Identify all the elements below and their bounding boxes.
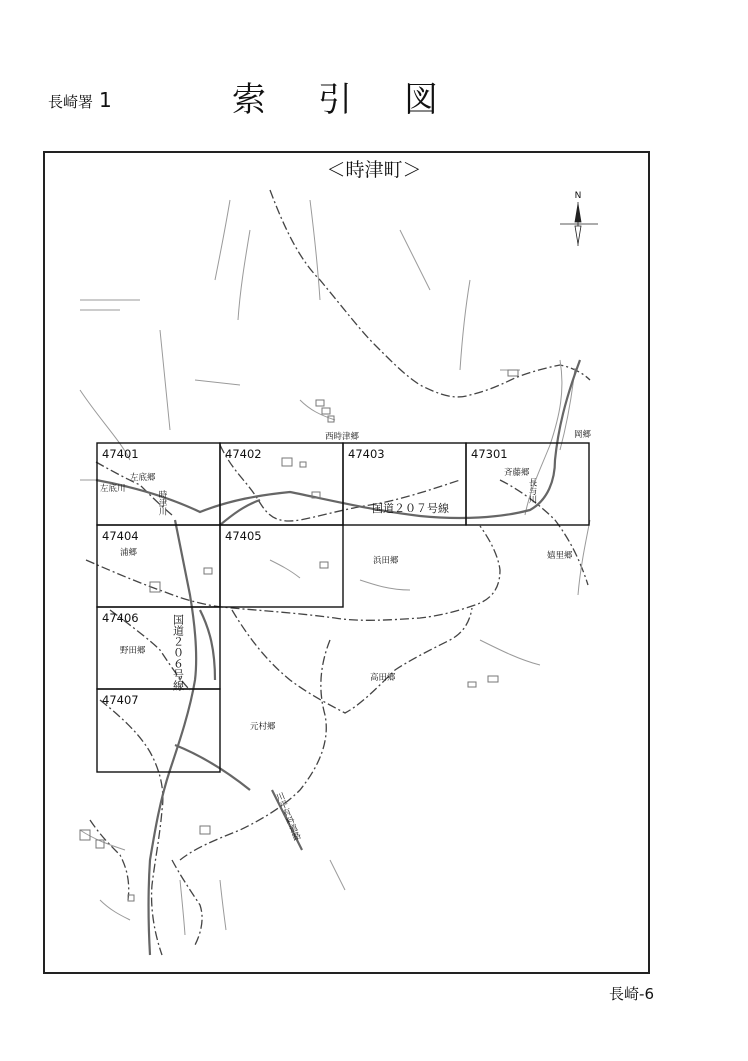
sheet-id: 47402 bbox=[225, 447, 262, 461]
sheet-id: 47406 bbox=[102, 611, 139, 625]
compass-icon bbox=[560, 202, 598, 246]
place-label-nishitoki: 西時津郷 bbox=[325, 432, 360, 442]
map-buildings bbox=[80, 370, 518, 901]
place-label-saito: 斉藤郷 bbox=[504, 468, 530, 478]
sheet-id: 47301 bbox=[471, 447, 508, 461]
place-label-ura: 浦郷 bbox=[120, 548, 138, 558]
sheet-id: 47404 bbox=[102, 529, 139, 543]
road-label-r207: 国道２０７号線 bbox=[372, 502, 449, 515]
title-char-3: 図 bbox=[404, 80, 438, 120]
title-char-1: 索 bbox=[232, 80, 266, 120]
road-label-r206: 国道２０６号線 bbox=[171, 614, 185, 691]
compass-north-label: N bbox=[574, 191, 582, 201]
sheet-id: 47401 bbox=[102, 447, 139, 461]
place-label-yasumi: 嬉里郷 bbox=[547, 551, 573, 561]
place-label-takata: 高田郷 bbox=[370, 673, 396, 683]
river-label-saikyogawa: 左底川 bbox=[100, 484, 126, 494]
place-label-oka: 岡郷 bbox=[574, 430, 592, 440]
sheet-id: 47405 bbox=[225, 529, 262, 543]
sheet-id: 47407 bbox=[102, 693, 139, 707]
map-subtitle: ＜時津町＞ bbox=[326, 159, 422, 181]
road-label-toll: 川平有料道路 bbox=[273, 791, 302, 843]
station-number: 1 bbox=[99, 88, 112, 112]
sheet-grid bbox=[97, 443, 589, 772]
river-label-tokitsugawa: 時津川 bbox=[157, 490, 167, 516]
title-char-2: 引 bbox=[318, 80, 352, 120]
place-label-hamada: 浜田郷 bbox=[373, 556, 399, 566]
page-number: 長崎-6 bbox=[609, 985, 654, 1003]
station-name: 長崎署 bbox=[48, 93, 94, 111]
place-label-motomura: 元村郷 bbox=[250, 722, 276, 732]
river-label-nagayogawa: 長与川 bbox=[527, 478, 537, 504]
place-label-noda: 野田郷 bbox=[120, 646, 146, 656]
sheet-id: 47403 bbox=[348, 447, 385, 461]
place-label-saikiri: 左底郷 bbox=[130, 473, 156, 483]
map-boundaries bbox=[86, 190, 590, 955]
